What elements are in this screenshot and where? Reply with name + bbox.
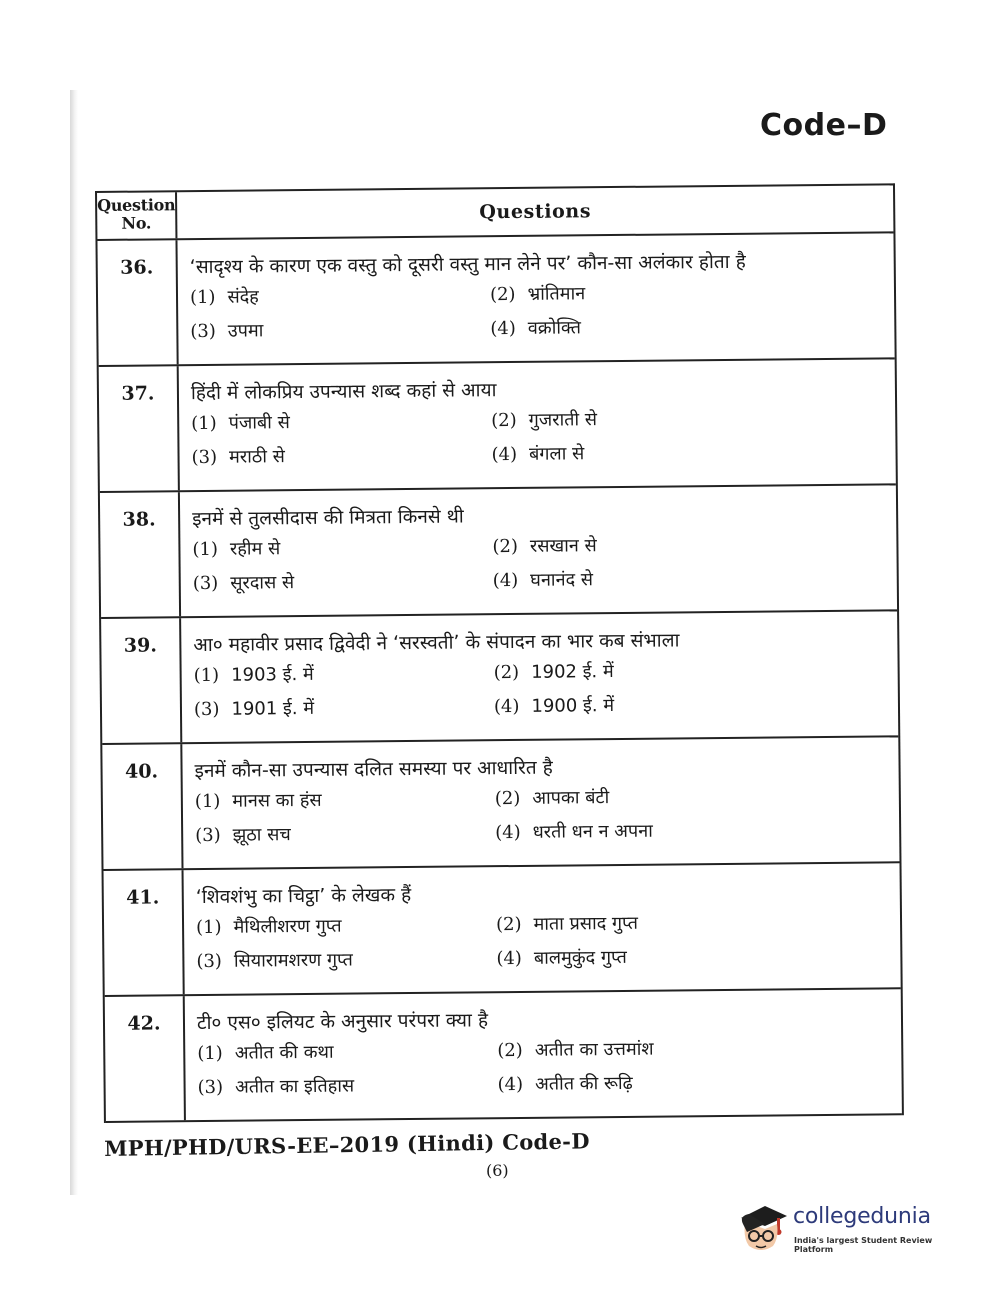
question-row (105, 989, 902, 1123)
option-number: (1) (191, 412, 217, 435)
option-number: (2) (495, 913, 522, 936)
option-number: (4) (497, 1073, 524, 1096)
option-number: (3) (190, 320, 216, 343)
question-number: 37. (99, 366, 180, 491)
answer-option (495, 816, 795, 847)
option-text: अतीत की रूढ़ि (534, 1072, 633, 1095)
question-number: 39. (101, 618, 182, 743)
option-text: अतीत का इतिहास (235, 1075, 355, 1098)
answer-option (197, 1037, 497, 1068)
option-number: (3) (196, 950, 223, 973)
answer-option (197, 1071, 497, 1102)
table-header (97, 185, 893, 241)
option-number: (3) (197, 1076, 224, 1099)
option-text: मैथिलीशरण गुप्त (233, 915, 342, 938)
option-text: मराठी से (228, 446, 285, 468)
option-text: मानस का हंस (232, 789, 322, 812)
question-body (179, 359, 896, 490)
answer-option (195, 819, 495, 850)
answer-option (490, 312, 790, 343)
question-text: ‘शिवशंभु का चिट्ठा’ के लेखक हैं (195, 883, 412, 909)
option-text: सियारामशरण गुप्त (233, 949, 353, 972)
option-text: पंजाबी से (228, 412, 290, 434)
option-number: (4) (491, 443, 518, 466)
question-row (102, 737, 899, 871)
option-grid (196, 907, 901, 976)
option-text: 1901 ई. में (231, 697, 315, 720)
question-body (184, 863, 901, 994)
answer-option (192, 533, 492, 564)
answer-option (492, 530, 792, 561)
option-number: (2) (491, 409, 517, 432)
option-text: गुजराती से (528, 409, 598, 431)
collegedunia-watermark (735, 1196, 965, 1258)
option-text: उपमा (227, 320, 264, 342)
option-number: (1) (192, 538, 219, 561)
option-grid (195, 781, 900, 850)
question-number: 42. (105, 996, 186, 1121)
answer-option (494, 656, 794, 687)
option-number: (3) (191, 446, 218, 469)
option-number: (2) (493, 661, 520, 684)
option-grid (191, 403, 896, 472)
answer-option (491, 438, 791, 469)
option-text: भ्रांतिमान (527, 283, 586, 305)
question-body (180, 485, 897, 616)
answer-option (496, 908, 796, 939)
question-table (95, 183, 904, 1123)
option-text: माता प्रसाद गुप्त (533, 912, 639, 935)
answer-option (191, 441, 491, 472)
answer-option (196, 945, 496, 976)
answer-option (191, 407, 491, 438)
option-number: (4) (495, 821, 521, 844)
option-text: 1900 ई. में (531, 695, 615, 717)
option-text: धरती धन न अपना (532, 820, 653, 843)
header-question-no: Question No. (97, 192, 177, 239)
option-text: सूरदास से (230, 572, 295, 594)
option-number: (1) (194, 790, 221, 813)
option-text: झूठा सच (232, 824, 291, 846)
option-number: (1) (189, 286, 216, 309)
option-number: (2) (492, 535, 519, 558)
question-row (97, 233, 894, 367)
option-text: बंगला से (528, 443, 585, 465)
option-text: रहीम से (229, 538, 281, 560)
option-number: (1) (195, 916, 222, 939)
option-number: (3) (193, 698, 220, 721)
question-body (185, 989, 902, 1120)
answer-option (494, 690, 794, 721)
footer-exam-code: MPH/PHD/URS-EE–2019 (Hindi) Code-D (104, 1128, 590, 1161)
option-number: (3) (192, 572, 219, 595)
question-number: 41. (104, 870, 185, 995)
footer-page-number: (6) (486, 1161, 509, 1180)
option-number: (2) (497, 1039, 523, 1062)
collegedunia-logo-icon (735, 1198, 789, 1254)
option-text: 1903 ई. में (231, 663, 314, 686)
answer-option (495, 782, 795, 813)
option-text: अतीत की कथा (234, 1041, 334, 1064)
answer-option (493, 564, 793, 595)
question-row (101, 611, 898, 745)
answer-option (194, 693, 494, 724)
option-grid (197, 1033, 902, 1102)
question-row (104, 863, 901, 997)
question-row (99, 359, 896, 493)
option-number: (4) (493, 695, 520, 718)
question-rows (97, 233, 901, 1123)
question-body (181, 611, 898, 742)
question-text: आ० महावीर प्रसाद द्विवेदी ने ‘सरस्वती’ के संपादन का भार कब संभाला (193, 629, 680, 657)
header-questions: Questions (479, 200, 592, 224)
question-text: इनमें से तुलसीदास की मित्रता किनसे थी (192, 505, 464, 531)
question-text: इनमें कौन-सा उपन्यास दलित समस्या पर आधारित है (194, 756, 553, 783)
option-grid (192, 529, 897, 598)
question-number: 36. (97, 240, 178, 365)
answer-option (490, 278, 790, 309)
answer-option (496, 942, 796, 973)
option-number: (1) (197, 1042, 223, 1065)
option-number: (1) (193, 664, 220, 687)
answer-option (190, 315, 490, 346)
option-number: (2) (494, 787, 521, 810)
option-text: बालमुकुंद गुप्त (533, 946, 627, 969)
option-grid (190, 277, 895, 346)
option-text: वक्रोक्ति (527, 317, 582, 339)
option-text: संदेह (227, 286, 259, 308)
question-body (182, 737, 899, 868)
answer-option (193, 567, 493, 598)
question-number: 38. (100, 492, 181, 617)
question-text: हिंदी में लोकप्रिय उपन्यास शब्द कहां से आया (190, 379, 497, 405)
option-number: (2) (489, 283, 516, 306)
answer-option (497, 1068, 797, 1099)
option-number: (3) (195, 824, 221, 847)
question-body (177, 233, 894, 364)
page-code-label: Code–D (760, 108, 888, 143)
option-text: अतीत का उत्तमांश (534, 1038, 654, 1061)
answer-option (491, 404, 791, 435)
scan-edge-shadow (70, 90, 78, 1195)
answer-option (195, 785, 495, 816)
brand-tagline: India's largest Student Review Platform (794, 1236, 933, 1254)
option-text: घनानंद से (530, 569, 594, 591)
answer-option (497, 1034, 797, 1065)
answer-option (194, 659, 494, 690)
question-row (100, 485, 897, 619)
option-grid (194, 655, 899, 724)
option-number: (4) (492, 569, 519, 592)
option-number: (4) (490, 317, 516, 340)
answer-option (196, 911, 496, 942)
option-number: (4) (496, 947, 522, 970)
option-text: 1902 ई. में (531, 661, 614, 683)
question-number: 40. (102, 744, 183, 869)
brand-name: collegedunia (793, 1204, 931, 1229)
answer-option (190, 281, 490, 312)
option-text: आपका बंटी (532, 787, 610, 809)
question-text: ‘सादृश्य के कारण एक वस्तु को दूसरी वस्तु मान लेने पर’ कौन-सा अलंकार होता है (189, 250, 746, 279)
question-text: टी० एस० इलियट के अनुसार परंपरा क्या है (196, 1009, 489, 1035)
option-text: रसखान से (529, 535, 597, 557)
